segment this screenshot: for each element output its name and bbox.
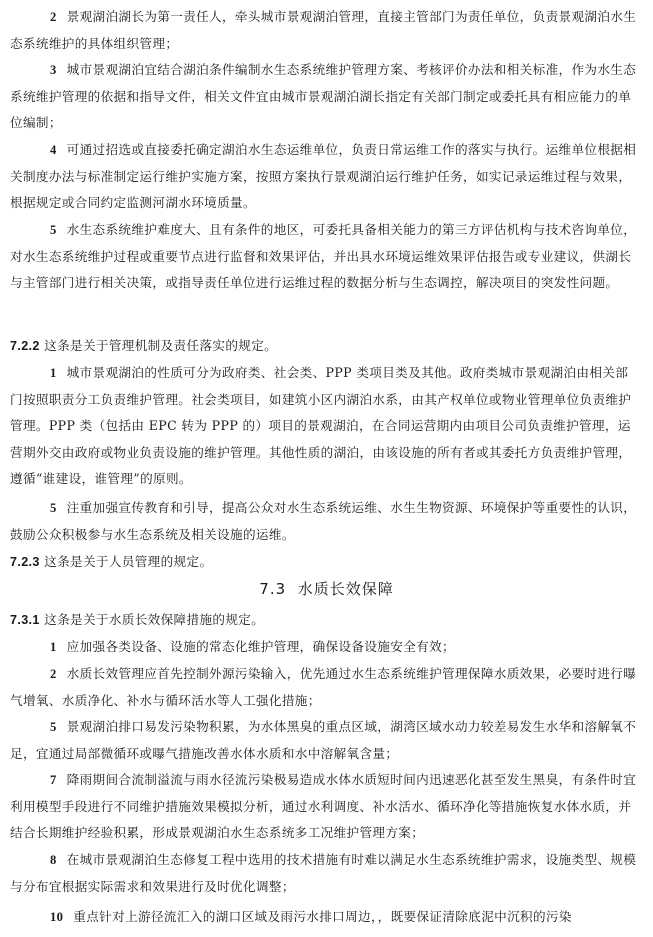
item-text: 重点针对上游径流汇入的湖口区域及雨污水排口周边，，既要保证清除底泥中沉积的污染 xyxy=(73,909,572,924)
item-text: 水质长效管理应首先控制外源污染输入，优先通过水生态系统维护管理保障水质效果，必要时进行曝气增氧、水质净化、补水与循环活水等人工强化措施； xyxy=(10,666,637,708)
paragraph-item-4 xyxy=(10,137,638,217)
clause-7-2-2 xyxy=(10,333,638,360)
paragraph-731-item-8 xyxy=(10,847,638,900)
item-number: 1 xyxy=(50,640,57,654)
item-number: 5 xyxy=(50,720,57,734)
paragraph-item-5 xyxy=(10,217,638,297)
clause-text: 这条是关于水质长效保障措施的规定。 xyxy=(44,612,265,627)
item-text: 可通过招选或直接委托确定湖泊水生态运维单位，负责日常运维工作的落实与执行。运维单位根据相关制度办法与标准制定运行维护实施方案，按照方案执行景观湖泊运行维护任务，如实记录运维过程与效果，根据规定或合同约定监测河湖水环境质量。 xyxy=(10,142,637,210)
clause-7-2-3 xyxy=(10,549,638,576)
paragraph-item-2 xyxy=(10,4,638,57)
clause-number: 7.2.3 xyxy=(10,555,40,569)
item-number: 5 xyxy=(50,501,57,515)
clause-7-3-1 xyxy=(10,607,638,634)
item-number: 4 xyxy=(50,143,57,157)
item-number: 7 xyxy=(50,773,57,787)
item-text: 景观湖泊湖长为第一责任人，牵头城市景观湖泊管理，直接主管部门为责任单位，负责景观湖泊水生态系统维护的具体组织管理； xyxy=(10,9,637,51)
item-number: 2 xyxy=(50,10,57,24)
item-text: 景观湖泊排口易发污染物积累，为水体黑臭的重点区域，湖湾区域水动力较差易发生水华和溶解氧不足，宜通过局部微循环或曝气措施改善水体水质和水中溶解氧含量； xyxy=(10,719,637,761)
item-text: 城市景观湖泊的性质可分为政府类、社会类、PPP 类项目类及其他。政府类城市景观湖泊由相关部门按照职责分工负责维护管理。社会类项目，如建筑小区内湖泊水系，由其产权单位或物业管理单位负责维护管理。PPP 类（包括由 EPC 转为 PPP 的）项目的景观湖泊，在合同运营期内由项目公司负责维护管理，运营期外交由政府或物业负责设施的维护管理。其他性质的湖泊，由该设施的所有者或其委托方负责维护管理，遵循“谁建设，谁管理”的原则。 xyxy=(10,365,632,486)
item-text: 注重加强宣传教育和引导，提高公众对水生态系统运维、水生生物资源、环境保护等重要性的认识，鼓励公众积极参与水生态系统及相关设施的运维。 xyxy=(10,500,637,542)
item-number: 2 xyxy=(50,667,57,681)
section-title-7-3 xyxy=(0,578,653,599)
clause-text: 这条是关于管理机制及责任落实的规定。 xyxy=(44,338,278,353)
item-number: 8 xyxy=(50,853,57,867)
paragraph-722-item-5 xyxy=(10,495,638,548)
paragraph-731-item-5 xyxy=(10,714,638,767)
paragraph-722-item-1 xyxy=(10,360,638,493)
section-title-text: 水质长效保障 xyxy=(297,580,394,598)
item-number: 10 xyxy=(50,910,64,924)
item-number: 1 xyxy=(50,366,57,380)
paragraph-731-item-2 xyxy=(10,661,638,714)
item-text: 应加强各类设备、设施的常态化维护管理，确保设备设施安全有效； xyxy=(66,639,455,654)
paragraph-731-item-1 xyxy=(10,634,638,661)
clause-number: 7.2.2 xyxy=(10,339,40,353)
item-number: 3 xyxy=(50,63,57,77)
paragraph-731-item-10 xyxy=(10,904,638,934)
item-text: 降雨期间合流制溢流与雨水径流污染极易造成水体水质短时间内迅速恶化甚至发生黑臭，有条件时宜利用模型手段进行不同维护措施效果模拟分析，通过水利调度、补水活水、循环净化等措施恢复水体水质，并结合长期维护经验积累，形成景观湖泊水生态系统多工况维护管理方案； xyxy=(10,772,637,840)
paragraph-item-3 xyxy=(10,57,638,137)
item-text: 水生态系统维护难度大、且有条件的地区，可委托具备相关能力的第三方评估机构与技术咨询单位，对水生态系统维护过程或重要节点进行监督和效果评估，并出具水环境运维效果评估报告或专业建议，供湖长与主管部门进行相关决策，或指导责任单位进行运维过程的数据分析与生态调控，解决项目的突发性问题。 xyxy=(10,222,637,290)
clause-number: 7.3.1 xyxy=(10,613,40,627)
item-number: 5 xyxy=(50,223,57,237)
clause-text: 这条是关于人员管理的规定。 xyxy=(44,554,213,569)
paragraph-731-item-7 xyxy=(10,767,638,847)
section-number: 7.3 xyxy=(259,580,287,598)
item-text: 城市景观湖泊宜结合湖泊条件编制水生态系统维护管理方案、考核评价办法和相关标准，作为水生态系统维护管理的依据和指导文件，相关文件宜由城市景观湖泊湖长指定有关部门制定或委托具有相应能力的单位编制； xyxy=(10,62,637,130)
item-text: 在城市景观湖泊生态修复工程中选用的技术措施有时难以满足水生态系统维护需求，设施类型、规模与分布宜根据实际需求和效果进行及时优化调整； xyxy=(10,852,637,894)
